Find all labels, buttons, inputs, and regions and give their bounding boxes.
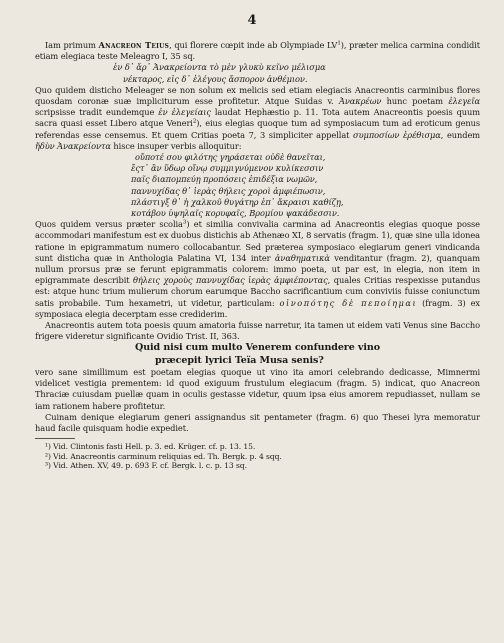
- text-run: Quo quidem disticho Meleager se non solum ex melicis sed etiam elegiacis Anacreontis carminibus flores quosdam coronæ suæ impliciturum esse profitetur. Atque Suidas v.: [35, 84, 480, 107]
- text-run: ), eius elegias quoque tum ad symposiacum tum ad eroticum genus referendas esse censemus. Et quem Critias poeta 7, 3 simpliciter appellat: [35, 118, 481, 140]
- text-run: , qui florere cœpit inde ab Olympiade LV: [169, 40, 338, 50]
- verse-line: πλάστιγξ θ᾽ ἡ χαλκοῦ θυγάτηρ ἐπ᾽ ἄκραισι καθίζῃ,: [131, 196, 344, 207]
- greek-word: θήλεις χοροὺς παννυχίδας ἱερὰς ἀμφιέποντας: [133, 275, 328, 286]
- text-run: , eundem: [440, 129, 480, 140]
- author-name: Anacreon Teius: [98, 40, 170, 50]
- footnote-ref: 2: [192, 118, 197, 125]
- footnote-divider: [35, 438, 75, 439]
- verse-line: παννυχίδας θ᾽ ἱερὰς θήλεις χοροὶ ἀμφιέπωσιν,: [131, 185, 326, 196]
- text-run: Quos quidem versus præter scolia: [35, 219, 183, 230]
- paragraph-5: vero sane simillimum est poetam elegias quoque ut vino ita amori celebrando dedicasse, Mimnermi videlicet vestigia prementem: id quod exiguum frustulum elegiacum (fragm. 5) indicat, quo Anacreon Thraciæ cuiusdam puellæ quam in oculis gestasse videtur, quum ipsa eius amorem repudiasset, nullam se iam rationem habere profitetur.: [35, 366, 480, 411]
- text-run: laudat Hephæstio p. 11. Tota autem Anacreontis poesis quum sacra quasi esset Libero atque Veneri: [35, 107, 481, 129]
- footnote-1: ¹) Vid. Clintonis fasti Hell. p. 3. ed. Krüger. cf. p. 13. 15.: [45, 442, 256, 452]
- verse-line: οὔποτέ σου φιλότης γηράσεται οὐδὲ θανεῖται,: [135, 152, 326, 163]
- greek-word: Ἀνακρέων: [338, 96, 382, 107]
- greek-quote-line: νέκταρος, εἰς δ᾽ ἐλέγους ἄσπορον ἀνθέμιον.: [123, 73, 308, 84]
- text-run: Iam primum: [45, 40, 99, 50]
- text-run: hisce insuper verbis alloquitur:: [110, 140, 242, 151]
- text-run: hunc poetam: [381, 96, 449, 107]
- greek-word: ἀναθηματικὰ: [274, 252, 330, 263]
- greek-word: συμποσίων ἐρέθισμα: [353, 129, 441, 140]
- ovid-verse-line: Quid nisi cum multo Venerem confundere vino: [135, 342, 380, 354]
- paragraph-2: [35, 85, 480, 152]
- greek-quote-line: ἐν δ᾽ ἄρ᾽ Ἀνακρείοντα τὸ μὲν γλυκὺ κεῖνο μέλισμα: [113, 62, 326, 73]
- text-run: ) et similia convivalia carmina ad Anacreontis elegias quoque posse accommodari manifestum est ex duobus distichis ab Athenæo XI, 8 servatis (fragm. 1), quæ sine ulla idonea ratione in epigrammatum numero collocabantur. Sed præterea symposiaco elegiarum generi vindicanda sunt disticha quæ in Anthologia Palatina VI, 134 inter: [35, 219, 480, 263]
- verse-line: παῖς διαπομπεύῃ προπόσεις ἐπιδέξια νωμῶν,: [131, 174, 318, 185]
- footnote-ref: 1: [337, 40, 341, 47]
- paragraph-6: Cuinam denique elegiarum generi assignandus sit pentameter (fragm. 6) quo Thesei lyra memoratur haud facile quisquam hodie expediet.: [35, 411, 480, 433]
- paragraph-1: [35, 40, 480, 62]
- page-number: 4: [247, 13, 257, 28]
- text-run: (fragm. 3) ex symposiaca elegia decerptam esse crediderim.: [35, 297, 480, 319]
- footnote-ref: 3: [182, 219, 187, 226]
- verse-line: κοτάβου ὑψηλαῖς κορυφαῖς, Βρομίου ψακάδεσσιν.: [131, 208, 340, 219]
- greek-word: ἤδὺν Ἀνακρείοντα: [35, 140, 111, 151]
- paragraph-4: Anacreontis autem tota poesis quum amatoria fuisse narretur, ita tamen ut eidem vati Venus sine Baccho frigere videretur significante Ovidio Trist. II, 363.: [35, 320, 480, 342]
- critias-verses: [35, 152, 480, 219]
- greek-word: ἐν ἐλεγείαις: [158, 107, 211, 118]
- footnote-2: ²) Vid. Anacreontis carminum reliquias ed. Th. Bergk. p. 4 sqq.: [45, 451, 282, 461]
- verse-line: ἔςτ᾽ ἂν ὕδωρ οἴνῳ συμμιγνύμενον κυλίκεσσιν: [131, 163, 324, 174]
- footnote-3: ³) Vid. Athen. XV, 49. p. 693 F. cf. Bergk. l. c. p. 13 sq.: [45, 461, 247, 471]
- main-text: [35, 40, 480, 471]
- text-run: , quales Critias respexisse putandus est: atque hunc trium mulierum chorum earumque Baccho sacrificantium cum conviviis fuisse coniunctum satis probabile. Tum hexametri, ut videtur, particulam:: [35, 275, 481, 308]
- greek-word: οἰνοπότης δὲ πεποίημαι: [279, 297, 418, 308]
- ovid-verse-line: præcepit lyrici Teïa Musa senis?: [155, 354, 324, 366]
- text-run: ), præter melica carmina condidit etiam elegiaca teste Meleagro I, 35 sq.: [35, 40, 481, 62]
- paragraph-3: [35, 219, 480, 320]
- greek-word: ἐλεγεῖα: [448, 96, 481, 107]
- text-run: scripsisse tradit eundemque: [35, 107, 159, 118]
- text-run: venditantur (fragm. 2), quanquam nullum prorsus præ se ferunt epigrammatis colorem: immo poeta, ut par est, in elegia, non item in epigrammate describit: [35, 252, 480, 286]
